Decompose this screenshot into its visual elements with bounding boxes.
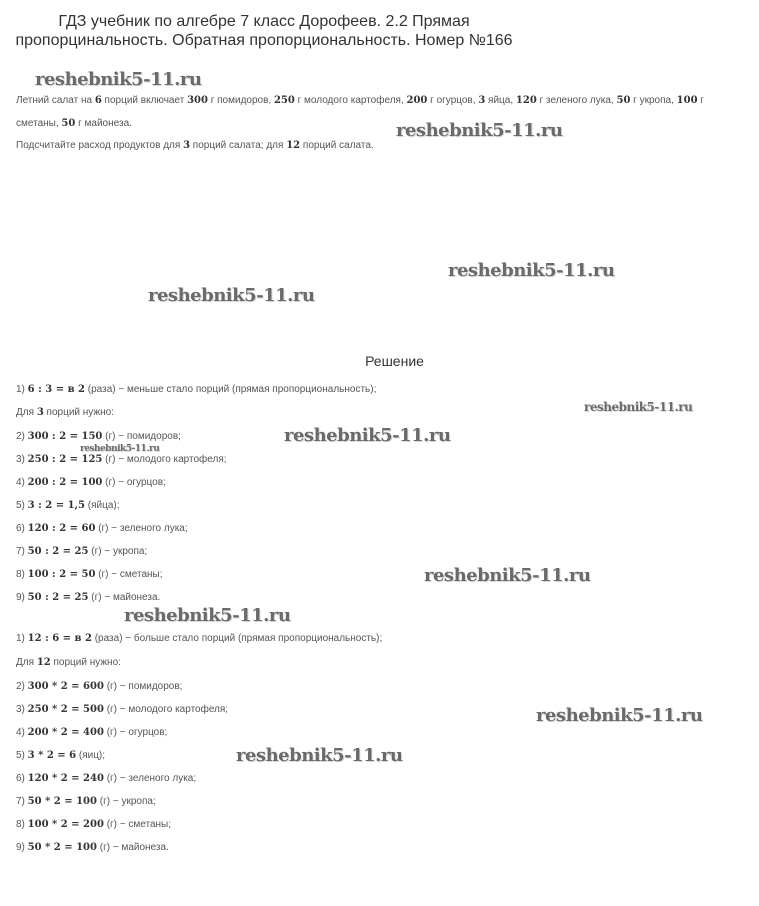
math-value: 12 <box>36 657 51 668</box>
solution-line <box>16 772 196 786</box>
math-value: 3 * 2 = 6 <box>27 750 77 761</box>
solution-line <box>16 818 171 832</box>
text-fragment: 8) <box>16 819 28 830</box>
text-fragment: 9) <box>16 842 28 853</box>
solution-line <box>16 591 160 605</box>
math-value: 200 <box>406 95 428 106</box>
solution-line <box>16 568 163 582</box>
page-title: ГДЗ учебник по алгебре 7 класс Дорофеев. 2.2 Прямая пропорцинальность. Обратная пропорциональность. Номер №166 <box>15 13 513 49</box>
text-fragment: порций салата. <box>300 140 374 151</box>
watermark: reshebnik5-11.ru <box>80 444 160 454</box>
problem-statement <box>16 89 746 135</box>
text-fragment: (г) − майонеза. <box>96 842 169 853</box>
problem-question <box>16 134 746 157</box>
solution-line <box>16 656 121 670</box>
text-fragment: (г) − сметаны; <box>95 569 163 580</box>
text-fragment: (г) − укропа; <box>88 546 148 557</box>
text-fragment: 6) <box>16 523 28 534</box>
math-value: 12 : 6 = в 2 <box>27 633 92 644</box>
solution-line <box>16 749 105 763</box>
solution-heading: Решение <box>365 353 424 369</box>
text-fragment: 8) <box>16 569 28 580</box>
text-fragment: (яиц); <box>76 750 106 761</box>
math-value: 6 : 3 = в 2 <box>27 384 85 395</box>
solution-line <box>16 726 167 740</box>
text-fragment: порций нужно: <box>50 657 121 668</box>
solution-line <box>16 522 188 536</box>
watermark: reshebnik5-11.ru <box>424 565 591 586</box>
text-fragment: Подсчитайте расход продуктов для <box>16 140 184 151</box>
math-value: 120 * 2 = 240 <box>27 773 104 784</box>
math-value: 50 <box>616 95 631 106</box>
math-value: 300 <box>187 95 208 106</box>
text-fragment: г укропа, <box>630 95 677 106</box>
solution-line <box>16 499 120 513</box>
watermark: reshebnik5-11.ru <box>124 605 291 626</box>
solution-line <box>16 680 182 694</box>
math-value: 50 : 2 = 25 <box>27 592 89 603</box>
math-value: 50 * 2 = 100 <box>27 796 97 807</box>
watermark: reshebnik5-11.ru <box>584 400 693 414</box>
math-value: 12 <box>286 140 301 151</box>
text-fragment: (г) − помидоров; <box>102 431 181 442</box>
text-fragment: г огурцов, <box>427 95 479 106</box>
text-fragment: Для <box>16 657 37 668</box>
solution-line <box>16 430 181 444</box>
text-fragment: (г) − зеленого лука; <box>103 773 197 784</box>
watermark: reshebnik5-11.ru <box>148 285 315 306</box>
solution-line <box>16 383 376 397</box>
math-value: 100 * 2 = 200 <box>27 819 104 830</box>
text-fragment: (г) − зеленого лука; <box>95 523 188 534</box>
solution-line <box>16 545 147 559</box>
watermark: reshebnik5-11.ru <box>35 69 202 90</box>
solution-line <box>16 841 169 855</box>
math-value: 3 <box>478 95 486 106</box>
text-fragment: 1) <box>16 384 28 395</box>
solution-line <box>16 795 156 809</box>
watermark: reshebnik5-11.ru <box>284 425 451 446</box>
text-fragment: (г) − помидоров; <box>103 681 183 692</box>
text-fragment: 2) <box>16 681 28 692</box>
text-fragment: г помидоров, <box>207 95 274 106</box>
text-fragment: г майонеза. <box>75 118 132 129</box>
text-fragment: (г) − майонеза. <box>88 592 161 603</box>
math-value: 250 * 2 = 500 <box>27 704 104 715</box>
text-fragment: (г) − молодого картофеля; <box>103 704 229 715</box>
watermark: reshebnik5-11.ru <box>396 120 563 141</box>
text-fragment: 5) <box>16 750 28 761</box>
text-fragment: 7) <box>16 796 28 807</box>
text-fragment: 3) <box>16 454 28 465</box>
solution-line <box>16 703 228 717</box>
math-value: 3 <box>36 407 44 418</box>
text-fragment: Летний салат на <box>16 95 95 106</box>
solution-line <box>16 632 382 646</box>
text-fragment: 5) <box>16 500 28 511</box>
text-fragment: 6) <box>16 773 28 784</box>
text-fragment: г зеленого лука, <box>536 95 617 106</box>
text-fragment: г молодого картофеля, <box>294 95 407 106</box>
math-value: 6 <box>94 95 102 106</box>
math-value: 120 <box>515 95 537 106</box>
solution-line <box>16 453 227 467</box>
text-fragment: яйца, <box>485 95 516 106</box>
math-value: 120 : 2 = 60 <box>27 523 96 534</box>
text-fragment: порций включает <box>101 95 188 106</box>
solution-line <box>16 406 114 420</box>
math-value: 200 * 2 = 400 <box>27 727 104 738</box>
watermark: reshebnik5-11.ru <box>536 705 703 726</box>
text-fragment: г сметаны, <box>16 95 704 129</box>
text-fragment: (г) − огурцов; <box>103 727 168 738</box>
math-value: 100 <box>676 95 698 106</box>
text-fragment: 9) <box>16 592 28 603</box>
math-value: 250 <box>273 95 295 106</box>
text-fragment: порций салата; для <box>190 140 287 151</box>
math-value: 50 : 2 = 25 <box>27 546 89 557</box>
math-value: 250 : 2 = 125 <box>27 454 103 465</box>
math-value: 3 <box>183 140 191 151</box>
text-fragment: (г) − огурцов; <box>102 477 166 488</box>
text-fragment: (раза) − меньше стало порций (прямая пропорциональность); <box>84 384 377 395</box>
text-fragment: порций нужно: <box>43 407 114 418</box>
math-value: 3 : 2 = 1,5 <box>27 500 85 511</box>
math-value: 200 : 2 = 100 <box>27 477 103 488</box>
text-fragment: 1) <box>16 633 28 644</box>
math-value: 50 * 2 = 100 <box>27 842 97 853</box>
text-fragment: (яйца); <box>84 500 120 511</box>
text-fragment: (г) − сметаны; <box>103 819 172 830</box>
text-fragment: 7) <box>16 546 28 557</box>
text-fragment: 3) <box>16 704 28 715</box>
math-value: 300 * 2 = 600 <box>27 681 104 692</box>
text-fragment: Для <box>16 407 37 418</box>
math-value: 100 : 2 = 50 <box>27 569 96 580</box>
solution-line <box>16 476 166 490</box>
math-value: 300 : 2 = 150 <box>27 431 103 442</box>
watermark: reshebnik5-11.ru <box>448 260 615 281</box>
text-fragment: 4) <box>16 477 28 488</box>
text-fragment: (г) − молодого картофеля; <box>102 454 227 465</box>
text-fragment: (раза) − больше стало порций (прямая пропорциональность); <box>91 633 383 644</box>
watermark: reshebnik5-11.ru <box>236 745 403 766</box>
math-value: 50 <box>61 118 76 129</box>
text-fragment: 4) <box>16 727 28 738</box>
text-fragment: (г) − укропа; <box>96 796 156 807</box>
text-fragment: 2) <box>16 431 28 442</box>
